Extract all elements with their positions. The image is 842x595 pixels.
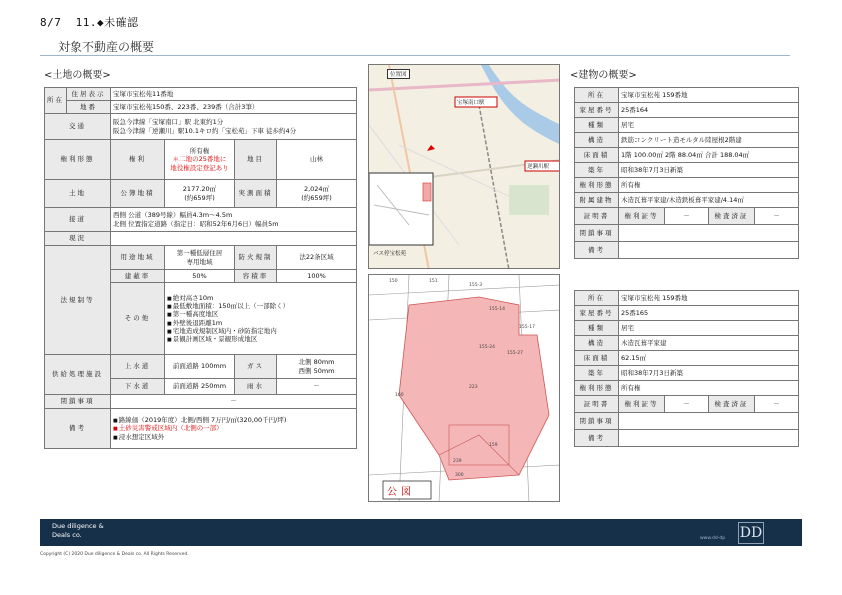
kenpei-label: 建蔽率 <box>111 270 165 283</box>
page-number: 8/7 <box>40 16 62 29</box>
b2-chiku-label: 築年 <box>575 366 619 381</box>
page-title: 対象不動産の概要 <box>58 40 155 54</box>
kotsu-line-2: 阪急今津線「逆瀬川」駅10.1キロ約「宝松苑」下車 徒歩約4分 <box>113 126 297 135</box>
kenri-value-1: 所有権 <box>189 147 210 156</box>
youto-value <box>165 246 235 270</box>
gas-label: ガス <box>235 355 277 379</box>
b2-kaoku-label: 家屋番号 <box>575 306 619 321</box>
parcel-label: 155-14 <box>489 307 505 312</box>
biko-label: 備考 <box>45 409 111 449</box>
gesui-label: 下水道 <box>111 379 165 395</box>
parcel-label: 155-27 <box>507 351 523 356</box>
koubo-value-2: (約659坪) <box>184 193 215 202</box>
b1-heisa-value <box>619 225 799 242</box>
b2-shurui-value: 居宅 <box>619 321 799 336</box>
jissoku-value <box>277 180 357 208</box>
b2-shomei-label: 証明書 <box>575 396 619 413</box>
b1-kenri-value: 所有権 <box>619 178 799 193</box>
b1-yuka-label: 床面積 <box>575 148 619 163</box>
b2-yuka-value: 62.15㎡ <box>619 351 799 366</box>
youseki-label: 容積率 <box>235 270 277 283</box>
b1-shozai-label: 所在 <box>575 88 619 103</box>
parcel-label: 150 <box>389 279 398 284</box>
footer-brand-line-2: Deals co. <box>52 531 82 539</box>
setsudo-line-1: 西側 公道（389号線）幅員4.3m～4.5m <box>113 211 233 220</box>
kouzu-label: 公図 <box>387 487 415 498</box>
kenri-value <box>165 140 235 180</box>
b2-shomei-sub2: 検査済証 <box>709 396 755 413</box>
b2-heisa-value <box>619 413 799 430</box>
parcel-label: 223 <box>469 385 478 390</box>
b1-biko-label: 備考 <box>575 242 619 259</box>
b2-biko-label: 備考 <box>575 430 619 447</box>
sonota-item: ■ 第一種高度地区 <box>167 310 354 318</box>
b2-kenri-label: 権利形態 <box>575 381 619 396</box>
biko-line-2: ■ 土砂災害警戒区域内（北側の一部） <box>113 424 354 432</box>
parcel-label: 155-24 <box>479 345 495 350</box>
jusho-label: 住居表示 <box>67 88 111 101</box>
youto-value-1: 第一種低層住居 <box>176 249 223 258</box>
houkisei-label: 法規制等 <box>45 246 111 355</box>
gas-value <box>277 355 357 379</box>
gas-value-2: 西側 50mm <box>298 366 335 375</box>
b1-chiku-value: 昭和38年7月3日新築 <box>619 163 799 178</box>
station-label-1: 宝塚南口駅 <box>457 100 485 106</box>
b1-kozo-label: 構造 <box>575 133 619 148</box>
heisa-value: － <box>111 395 357 409</box>
b1-fuzoku-value: 木造瓦葺平家建/木造鉄板葺平家建/4.14㎡ <box>619 193 799 208</box>
jusho-value: 宝塚市宝松苑11番地 <box>111 88 357 101</box>
sonota-item: ■ 景観計画区域・景観形成地区 <box>167 335 354 343</box>
b1-shurui-value: 居宅 <box>619 118 799 133</box>
title-rule <box>40 55 790 56</box>
setsudo-value <box>111 208 357 232</box>
location-map <box>368 64 560 269</box>
b2-shozai-label: 所在 <box>575 291 619 306</box>
genkyo-value <box>111 232 357 246</box>
footer-site: www.dd-dp <box>700 536 726 541</box>
b1-fuzoku-label: 附属建物 <box>575 193 619 208</box>
bouka-label: 防火規制 <box>235 246 277 270</box>
land-table <box>44 87 357 449</box>
station-label-2: 逆瀬川駅 <box>527 164 550 170</box>
cadastral-map-graphic <box>369 275 560 502</box>
parcel-label: 300 <box>455 473 464 478</box>
sonota-item: ■ 絶対高さ10m <box>167 294 354 302</box>
chiban-value: 宝塚市宝松苑150番、223番、239番（合計3筆） <box>111 101 357 114</box>
b1-heisa-label: 閉鎖事項 <box>575 225 619 242</box>
footer-brand <box>52 522 104 540</box>
b1-shomei-v1: － <box>665 208 709 225</box>
sonota-list <box>165 283 357 355</box>
b2-kenri-value: 所有権 <box>619 381 799 396</box>
biko-line-3: ■ 浸水想定区域外 <box>113 433 354 441</box>
kenri-value-3: 地役権設定登記あり <box>170 163 229 172</box>
b1-kaoku-value: 25番164 <box>619 103 799 118</box>
b1-kaoku-label: 家屋番号 <box>575 103 619 118</box>
amamizu-value: － <box>277 379 357 395</box>
chimoku-label: 地目 <box>235 140 277 180</box>
kotsu-line-1: 阪急今津線「宝塚南口」駅 北東約1分 <box>113 118 224 127</box>
parcel-label: 151 <box>429 279 438 284</box>
b2-biko-value <box>619 430 799 447</box>
company-logo: DD <box>738 522 764 544</box>
b1-shozai-value: 宝塚市宝松苑 159番地 <box>619 88 799 103</box>
biko-value <box>111 409 357 449</box>
gesui-value: 前面道路 250mm <box>165 379 235 395</box>
chimoku-value: 山林 <box>277 140 357 180</box>
parcel-label: 155-17 <box>519 325 535 330</box>
b1-shurui-label: 種類 <box>575 118 619 133</box>
b2-kozo-label: 構造 <box>575 336 619 351</box>
parcel-label: 160 <box>395 393 404 398</box>
kenri-sub: 権利 <box>111 140 165 180</box>
b2-kozo-value: 木造瓦葺平家建 <box>619 336 799 351</box>
b1-kenri-label: 権利形態 <box>575 178 619 193</box>
b1-shomei-sub2: 検査済証 <box>709 208 755 225</box>
gas-value-1: 北側 80mm <box>298 358 335 367</box>
jissoku-value-2: (約659坪) <box>301 193 332 202</box>
building-table-2 <box>574 290 799 447</box>
b1-shomei-label: 証明書 <box>575 208 619 225</box>
sonota-item: ■ 宅地造成規制区域内・砂防指定地内 <box>167 327 354 335</box>
footer-brand-line-1: Due diligence & <box>52 522 104 530</box>
cadastral-map <box>368 274 560 502</box>
page-header <box>40 14 139 30</box>
b1-chiku-label: 築年 <box>575 163 619 178</box>
parcel-label: 239 <box>453 459 462 464</box>
josui-label: 上水道 <box>111 355 165 379</box>
building-section-title: <建物の概要> <box>570 70 637 81</box>
youto-label: 用途地域 <box>111 246 165 270</box>
youto-value-2: 専用地域 <box>186 257 213 266</box>
sonota-item: ■ 外壁後退距離1m <box>167 319 354 327</box>
kotsu-label: 交通 <box>45 114 111 140</box>
heisa-label: 閉鎖事項 <box>45 395 111 409</box>
sonota-label: その他 <box>111 283 165 355</box>
jissoku-value-1: 2,024㎡ <box>303 185 330 194</box>
chiban-label: 地番 <box>67 101 111 114</box>
setsudo-label: 接道 <box>45 208 111 232</box>
b2-shozai-value: 宝塚市宝松苑 159番地 <box>619 291 799 306</box>
footer-bar <box>40 519 802 546</box>
b2-shomei-sub1: 権利証等 <box>619 396 665 413</box>
parcel-label: 155-3 <box>469 283 483 288</box>
b1-yuka-value: 1階 100.00㎡ 2階 88.04㎡ 合計 188.04㎡ <box>619 148 799 163</box>
tochi-label: 土地 <box>45 180 111 208</box>
setsudo-line-2: 北側 位置指定道路（指定日：昭和52年6月6日）幅員5m <box>113 219 279 228</box>
b2-shomei-v2: － <box>755 396 799 413</box>
section-number: 11.◆未確認 <box>75 16 139 29</box>
b2-shurui-label: 種類 <box>575 321 619 336</box>
koubo-label: 公簿地積 <box>111 180 165 208</box>
kyusui-label: 供給処理施設 <box>45 355 111 395</box>
genkyo-label: 現況 <box>45 232 111 246</box>
bus-stop-label: バス停宝松苑 <box>373 251 407 257</box>
b1-shomei-sub1: 権利証等 <box>619 208 665 225</box>
land-section-title: <土地の概要> <box>44 70 111 81</box>
b2-yuka-label: 床面積 <box>575 351 619 366</box>
b1-biko-value <box>619 242 799 259</box>
copyright: Copyright (C) 2020 Due diligence & Deals co. All Rights Reserved. <box>40 552 189 557</box>
koubo-value-1: 2177.20㎡ <box>182 185 217 194</box>
kotsu-value <box>111 114 357 140</box>
b1-kozo-value: 鉄筋コンクリート造モルタル陸屋根2階建 <box>619 133 799 148</box>
b2-kaoku-value: 25番165 <box>619 306 799 321</box>
parcel-label: 159 <box>489 443 498 448</box>
map-area-label: 位置図 <box>387 69 410 79</box>
sonota-item: ■ 最低敷地面積：150㎡以上（一部除く） <box>167 302 354 310</box>
kenri-label: 権利形態 <box>45 140 111 180</box>
kenri-value-2: ＊二地の25番地に <box>172 155 227 164</box>
amamizu-label: 雨水 <box>235 379 277 395</box>
b2-shomei-v1: － <box>665 396 709 413</box>
b1-shomei-v2: － <box>755 208 799 225</box>
b2-chiku-value: 昭和38年7月3日新築 <box>619 366 799 381</box>
bouka-value: 法22条区域 <box>277 246 357 270</box>
biko-line-1: ■ 路線価（2019年度）北側/西側 7万円/㎡(320,00千円/坪) <box>113 416 354 424</box>
youseki-value: 100% <box>277 270 357 283</box>
building-table-1 <box>574 87 799 259</box>
loc-header: 所在 <box>45 88 67 114</box>
b2-heisa-label: 閉鎖事項 <box>575 413 619 430</box>
jissoku-label: 実測面積 <box>235 180 277 208</box>
koubo-value <box>165 180 235 208</box>
kenpei-value: 50% <box>165 270 235 283</box>
josui-value: 前面道路 100mm <box>165 355 235 379</box>
